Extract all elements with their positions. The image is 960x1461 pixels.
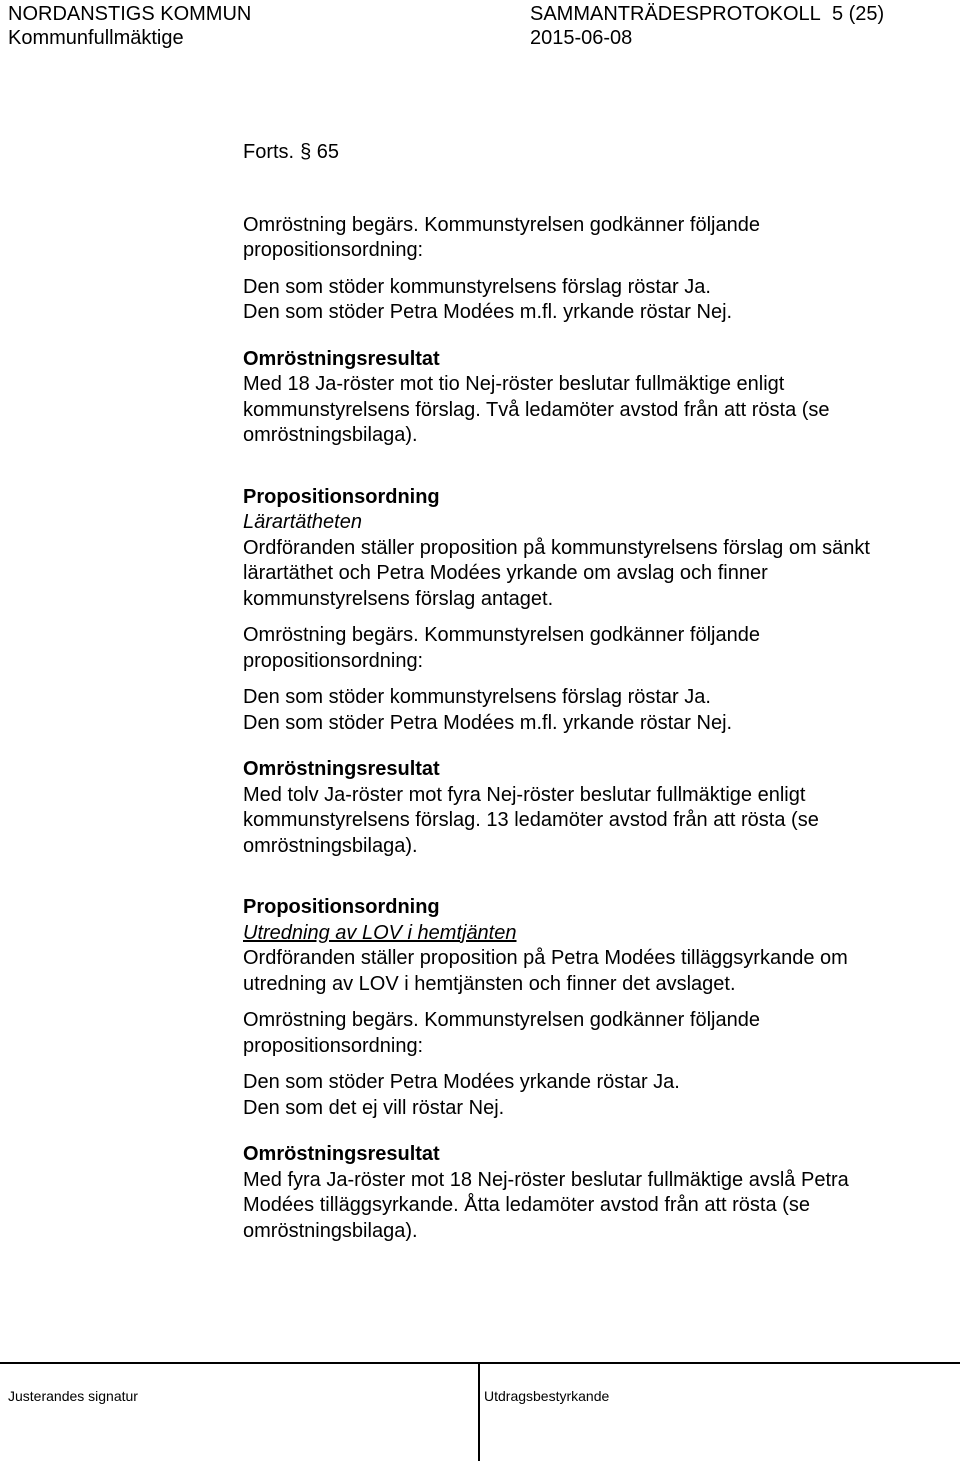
text-line: Omröstning begärs. Kommunstyrelsen godkänner följande [243,1009,760,1031]
text-line: Den som stöder kommunstyrelsens förslag röstar Ja. [243,275,711,298]
protocol-title: SAMMANTRÄDESPROTOKOLL [530,3,821,25]
text-line: Ordföranden ställer proposition på kommunstyrelsens förslag om sänkt [243,536,870,559]
result-heading: Omröstningsresultat [243,1143,440,1165]
text-line: kommunstyrelsens förslag antaget. [243,587,554,610]
result-heading: Omröstningsresultat [243,758,440,780]
text-line: omröstningsbilaga). [243,1219,418,1242]
text-line: kommunstyrelsens förslag. 13 ledamöter avstod från att rösta (se [243,809,819,831]
text-line: kommunstyrelsens förslag. Två ledamöter avstod från att rösta (se [243,398,830,421]
text-line: propositionsordning: [243,1034,424,1057]
proposition-text [243,946,933,997]
extract-certification-label: Utdragsbestyrkande [484,1388,610,1404]
text-line: Den som stöder kommunstyrelsens förslag röstar Ja. [243,686,711,708]
vote-options [243,275,933,326]
section-number: § 65 [300,141,340,163]
text-line: propositionsordning: [243,649,424,672]
vote-request [243,623,933,674]
vote-result [243,1168,933,1245]
text-line: omröstningsbilaga). [243,834,418,857]
result-heading: Omröstningsresultat [243,347,440,370]
continuation-line [243,140,933,166]
page-number: 5 (25) [831,3,885,25]
header-right [530,2,884,50]
continuation-label: Forts. [243,141,295,163]
text-line: Omröstning begärs. Kommunstyrelsen godkänner följande [243,624,760,646]
section-heading: Propositionsordning [243,485,440,508]
text-line: Den som det ej vill röstar Nej. [243,1096,505,1119]
header-left [8,2,251,50]
adjuster-signature-label: Justerandes signatur [8,1388,138,1404]
text-line: Den som stöder Petra Modées m.fl. yrkande röstar Nej. [243,711,733,734]
text-line: Med fyra Ja-röster mot 18 Nej-röster beslutar fullmäktige avslå Petra [243,1168,849,1191]
text-line: propositionsordning: [243,239,424,261]
vote-result [243,783,933,860]
section-heading: Propositionsordning [243,896,440,918]
footer-divider [478,1362,480,1461]
text-line: Med 18 Ja-röster mot tio Nej-röster beslutar fullmäktige enligt [243,373,785,395]
vote-request [243,1008,933,1059]
organization-name: NORDANSTIGS KOMMUN [8,3,252,25]
vote-request [243,213,933,264]
section-subheading: Lärartätheten [243,511,362,533]
vote-result [243,372,933,449]
protocol-line [530,2,884,26]
vote-options [243,1070,933,1121]
meeting-date: 2015-06-08 [530,27,633,49]
text-line: Med tolv Ja-röster mot fyra Nej-röster beslutar fullmäktige enligt [243,783,806,806]
protocol-content [243,140,933,1244]
signature-footer [0,1362,960,1461]
text-line: Den som stöder Petra Modées m.fl. yrkande röstar Nej. [243,301,733,323]
body-name: Kommunfullmäktige [8,27,184,49]
text-line: Ordföranden ställer proposition på Petra Modées tilläggsyrkande om [243,947,848,969]
text-line: Den som stöder Petra Modées yrkande röstar Ja. [243,1071,680,1093]
text-line: omröstningsbilaga). [243,424,418,446]
text-line: Omröstning begärs. Kommunstyrelsen godkänner följande [243,213,760,236]
text-line: lärartäthet och Petra Modées yrkande om avslag och finner [243,562,768,584]
proposition-text [243,536,933,613]
text-line: utredning av LOV i hemtjänsten och finner det avslaget. [243,972,736,995]
vote-options [243,685,933,736]
section-subheading: Utredning av LOV i hemtjänten [243,921,517,944]
text-line: Modées tilläggsyrkande. Åtta ledamöter avstod från att rösta (se [243,1194,810,1216]
